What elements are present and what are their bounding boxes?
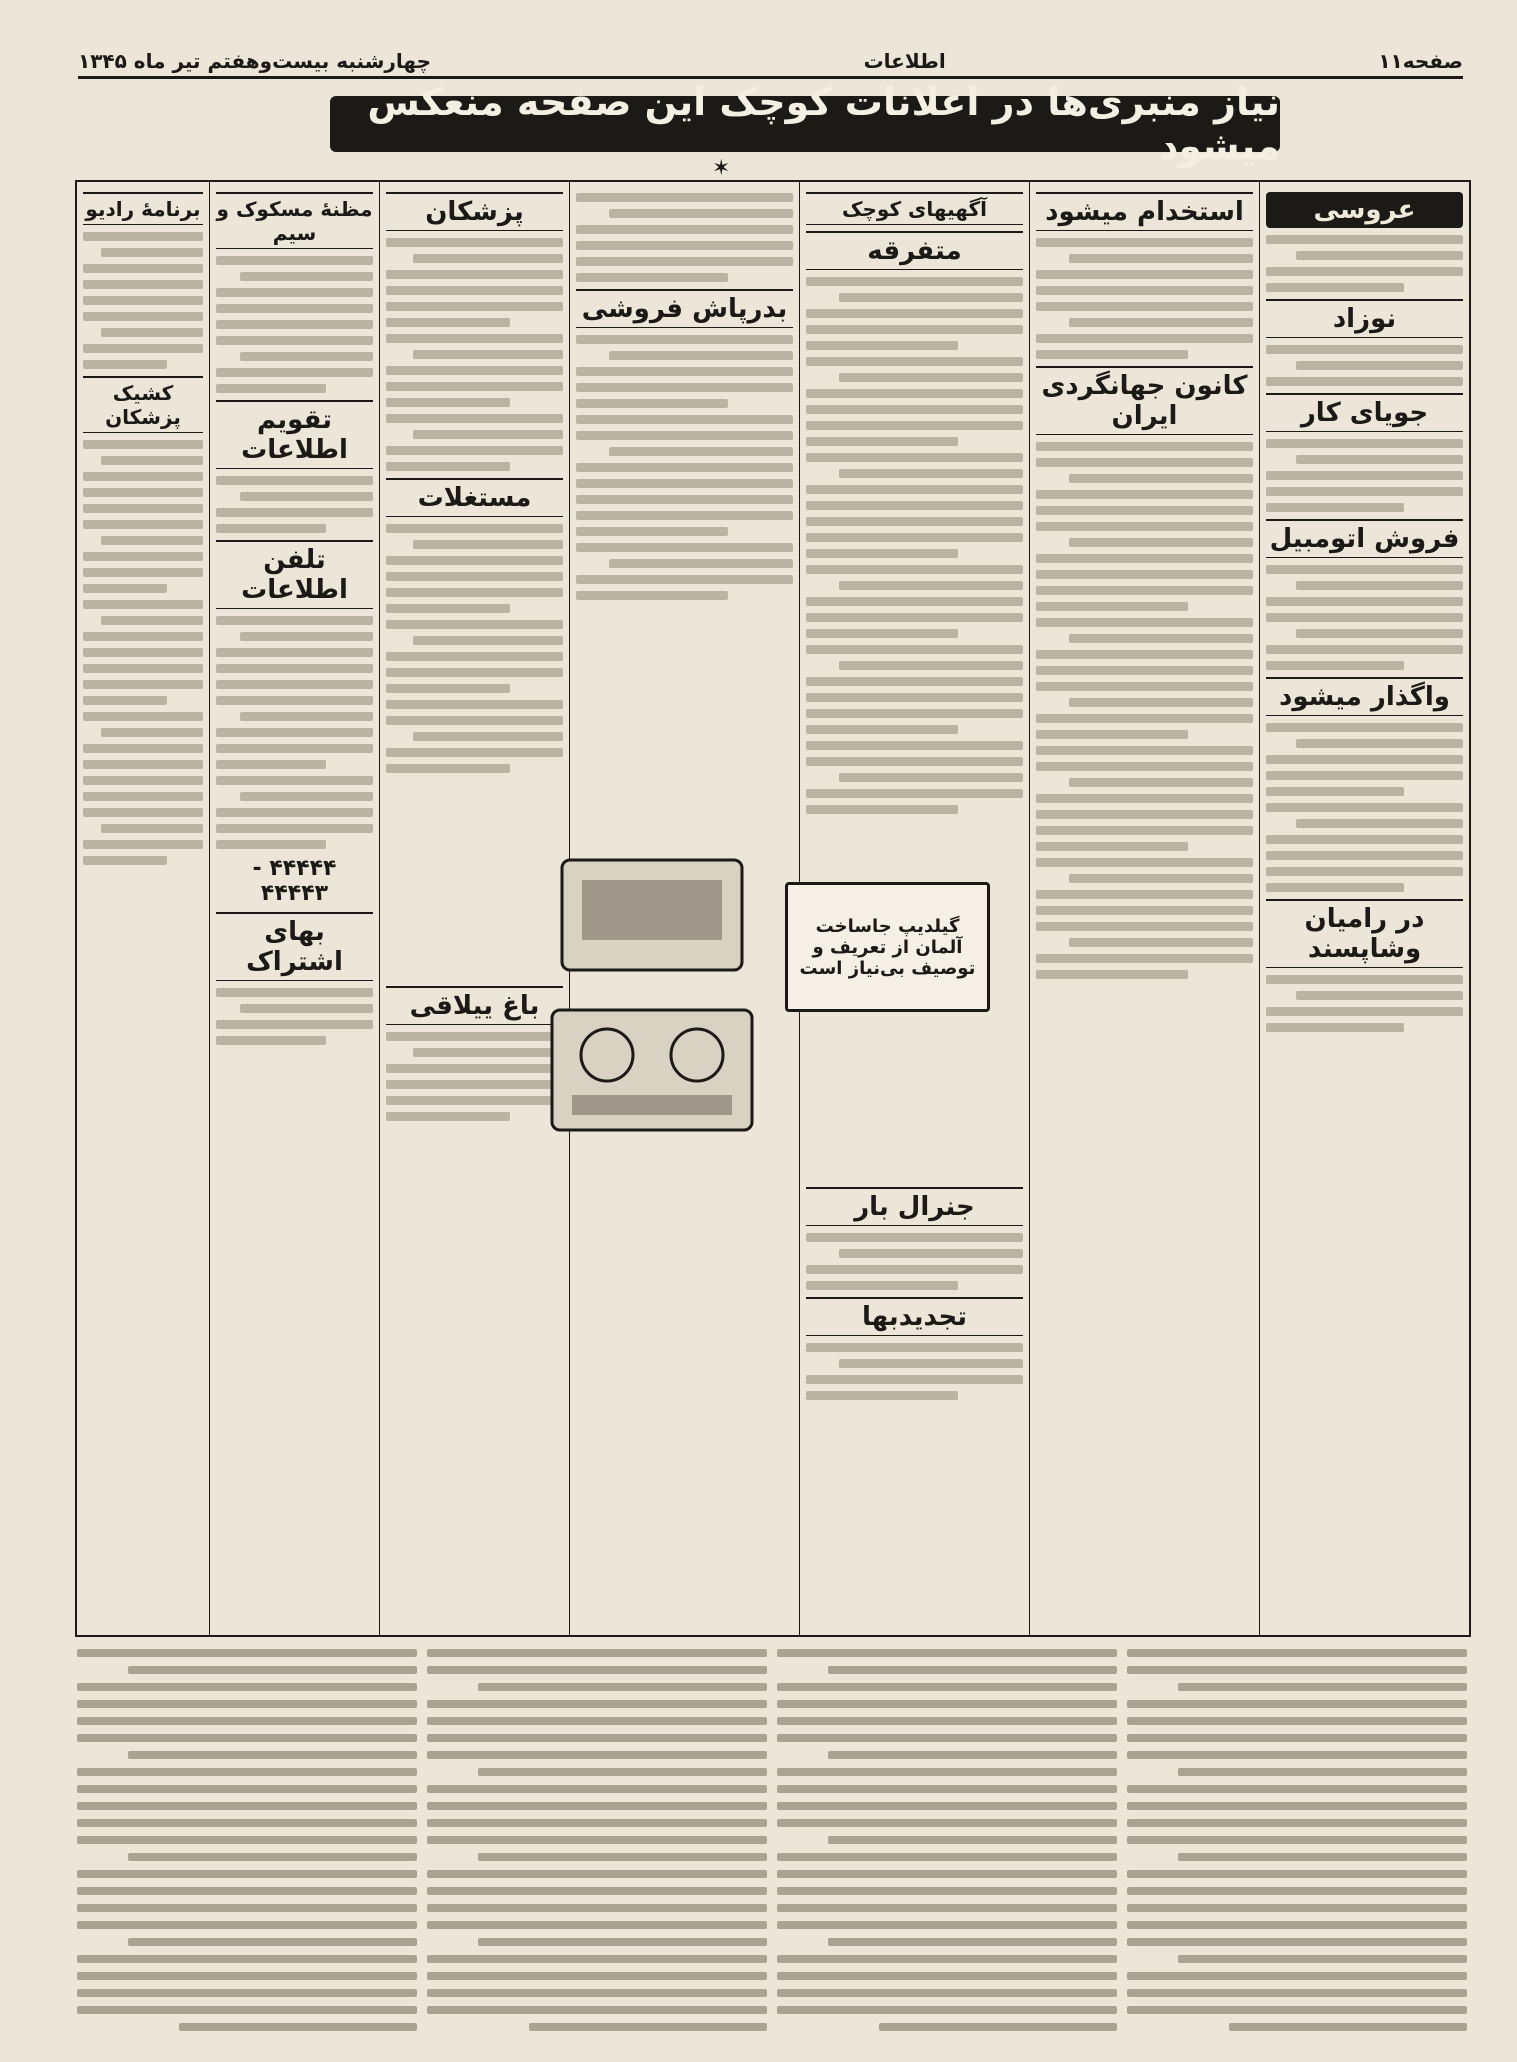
- article-column-2: [777, 1640, 1117, 2045]
- ads-column-1: [1259, 182, 1469, 1635]
- section-nowzad: نوزاد: [1266, 299, 1463, 338]
- section-radio: برنامهٔ رادیو: [83, 192, 203, 225]
- section-estekhdam: استخدام میشود: [1036, 192, 1253, 231]
- section-vagozar: واگذار میشود: [1266, 677, 1463, 716]
- section-keshik: کشیک پزشکان: [83, 376, 203, 433]
- phone-number: ۴۴۴۴۴ - ۴۴۴۴۳: [252, 856, 337, 906]
- section-taghvim: تقویم اطلاعات: [216, 400, 373, 469]
- section-bagh: باغ ییلاقی: [386, 986, 563, 1025]
- section-darramian: در رامیان وشاپسند: [1266, 899, 1463, 968]
- star-ornament-icon: ✶: [712, 156, 731, 181]
- section-sekke: مظنهٔ مسکوک و سیم: [216, 192, 373, 249]
- section-motefareghe: متفرقه: [806, 231, 1023, 270]
- headline-banner: نیاز منبری‌ها در اعلانات کوچک این صفحه منعکس میشود: [330, 96, 1280, 152]
- article-column-1: [1127, 1640, 1467, 2045]
- section-tajdid: تجدید‌بها: [806, 1297, 1023, 1336]
- section-jeneral-bar: جنرال بار: [806, 1187, 1023, 1226]
- article-column-4: [77, 1640, 417, 2045]
- ads-column-2: [1029, 182, 1259, 1635]
- section-kanun: کانون جهانگردی ایران: [1036, 366, 1253, 435]
- article-body: [75, 1640, 1467, 2045]
- section-bahaye-eshterak: بهای اشتراک: [216, 912, 373, 981]
- article-column-3: [427, 1640, 767, 2045]
- section-pezeshkan: پزشکان: [386, 192, 563, 231]
- section-arusi: عروسی: [1266, 192, 1463, 228]
- paper-name: اطلاعات: [863, 49, 946, 73]
- page-number: صفحه۱۱: [1378, 49, 1463, 73]
- ads-column-6: [209, 182, 379, 1635]
- ads-column-7: [77, 182, 209, 1635]
- masthead: [78, 46, 1463, 79]
- section-forush-auto: فروش اتومبیل: [1266, 519, 1463, 558]
- issue-date: چهارشنبه بیست‌و‌هفتم تیر ماه ۱۳۴۵: [78, 49, 431, 73]
- section-mostaghelat: مستغلات: [386, 478, 563, 517]
- section-telefon: تلفن اطلاعات: [216, 540, 373, 609]
- tape-recorder-illustration: [532, 840, 782, 1170]
- section-agahi-kuchak: آگهیهای کوچک: [806, 192, 1023, 225]
- section-badrpash: بدرپاش فروشی: [576, 289, 793, 328]
- gildip-ad-box: گیلدیپ جاساخت آلمان از تعریف و توصیف بی‌نیاز است: [785, 882, 990, 1012]
- section-juyaye-kar: جویای کار: [1266, 393, 1463, 432]
